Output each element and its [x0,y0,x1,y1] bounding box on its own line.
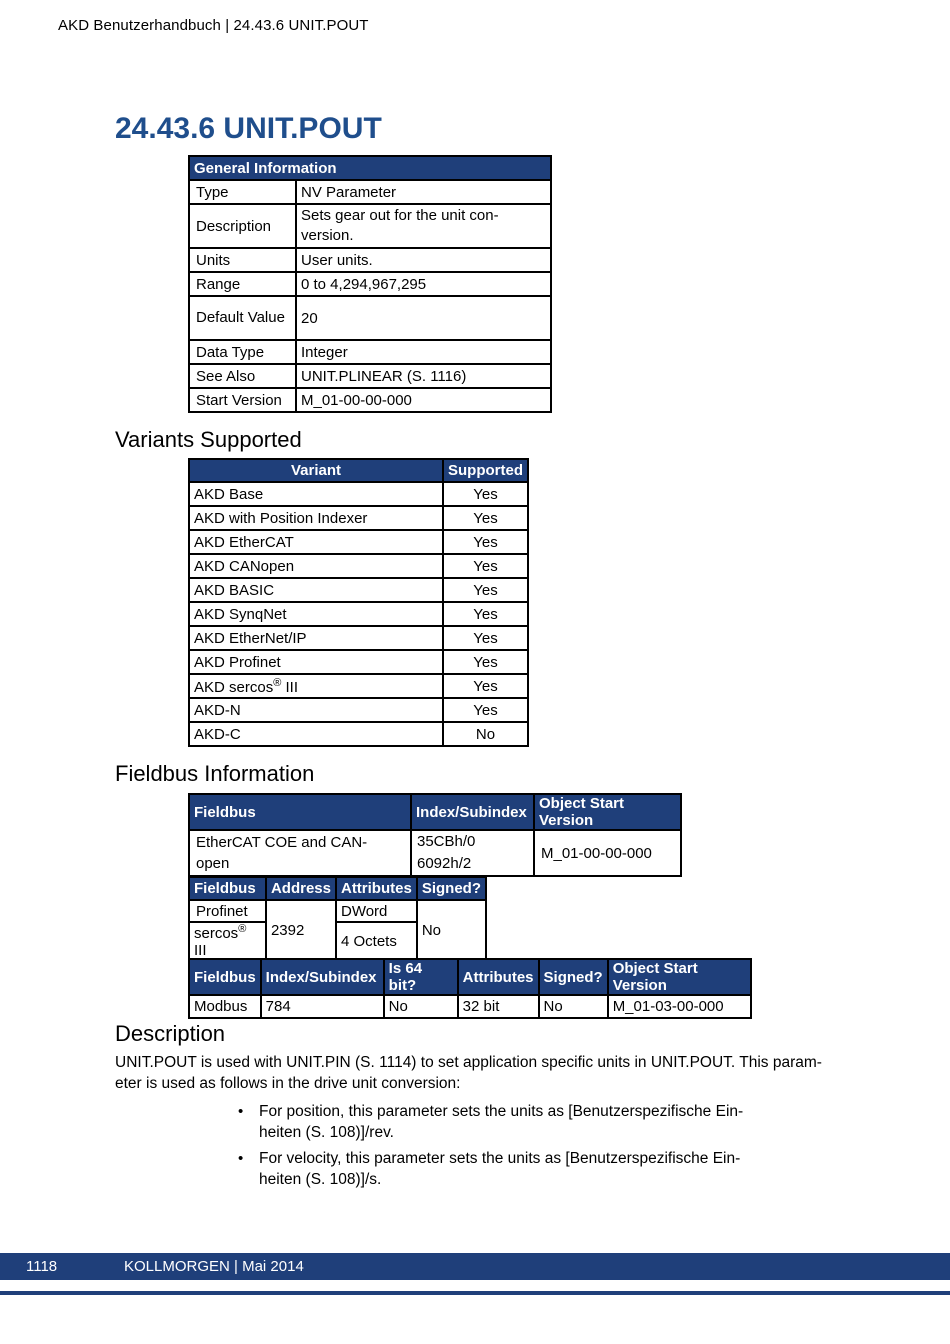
variant-name: AKD Profinet [189,650,443,674]
table-cell: Modbus [189,995,261,1018]
col-header: Is 64 bit? [384,959,458,995]
index-subindex [411,830,534,876]
row-label: Units [189,248,296,272]
running-header: AKD Benutzerhandbuch | 24.43.6 UNIT.POUT [58,17,369,34]
description-bullets [238,1101,758,1195]
variant-supported: Yes [443,506,528,530]
variant-supported: Yes [443,650,528,674]
variant-supported: Yes [443,578,528,602]
fieldbus-name-text: sercos [194,925,239,942]
registered-mark: ® [273,676,282,689]
table-cell: M_01-03-00-000 [608,995,751,1018]
col-header: Object Start Version [534,794,681,830]
fieldbus-table-ethercat [188,793,682,877]
variant-name-suffix: III [281,678,298,696]
signed-value: No [417,900,486,960]
col-header: Index/Subindex [411,794,534,830]
table-row [189,554,528,578]
general-info-header: General Information [189,156,551,180]
variant-supported: Yes [443,482,528,506]
bullet-icon: • [238,1103,244,1120]
table-row [189,602,528,626]
variants-heading: Variants Supported [115,427,302,452]
list-item [238,1148,758,1190]
variant-supported: Yes [443,530,528,554]
row-label: Type [189,180,296,204]
col-header: Object Start Version [608,959,751,995]
footer-text: KOLLMORGEN | Mai 2014 [124,1258,304,1275]
row-label: Start Version [189,388,296,412]
row-label: Default Value [189,296,296,340]
page-number: 1118 [26,1258,58,1275]
table-row [189,578,528,602]
variant-supported: Yes [443,674,528,698]
fieldbus-name: Profinet [189,900,266,922]
table-row [189,626,528,650]
row-value: NV Parameter [296,180,551,204]
page-title: 24.43.6 UNIT.POUT [115,112,382,145]
variant-name: AKD with Position Indexer [189,506,443,530]
variant-name: AKD EtherCAT [189,530,443,554]
fieldbus-table-modbus [188,958,752,1019]
row-label: Range [189,272,296,296]
registered-mark: ® [238,923,247,935]
description-text: UNIT.POUT is used with UNIT.PIN (S. 1114) to set application specific units in UNIT.POUT. This param-eter is used as follows in the drive unit conversion: [115,1054,822,1092]
row-value: User units. [296,248,551,272]
table-cell: 784 [261,995,384,1018]
variant-name: AKD CANopen [189,554,443,578]
table-cell: 32 bit [458,995,539,1018]
col-header: Fieldbus [189,877,266,900]
variant-supported: No [443,722,528,746]
variant-name: AKD Base [189,482,443,506]
object-start-version: M_01-00-00-000 [534,830,681,876]
table-row [189,482,528,506]
variant-name-text: AKD sercos [194,678,274,696]
col-header: Fieldbus [189,959,261,995]
variant-name: AKD-N [189,698,443,722]
address-value: 2392 [266,900,336,960]
description-heading: Description [115,1021,226,1046]
fieldbus-heading: Fieldbus Information [115,761,315,786]
list-item [238,1101,758,1143]
table-row [189,722,528,746]
col-header: Attributes [336,877,417,900]
supported-column-header: Supported [443,459,528,482]
table-row [189,674,528,698]
table-cell: No [384,995,458,1018]
bullet-icon: • [238,1150,244,1167]
variants-table [188,458,529,747]
table-row [189,506,528,530]
col-header: Attributes [458,959,539,995]
table-row [189,650,528,674]
variant-name [189,674,443,698]
fieldbus-name: EtherCAT COE and CAN-open [189,830,411,876]
row-value: Sets gear out for the unit con-version. [296,204,551,248]
variant-name: AKD SynqNet [189,602,443,626]
row-value: 20 [296,296,551,340]
list-item-text: For position, this parameter sets the units as [Benutzerspezifische Ein-heiten (S. 108)]/rev. [259,1103,744,1141]
table-row [189,698,528,722]
row-value: Integer [296,340,551,364]
table-cell: No [539,995,608,1018]
row-label: See Also [189,364,296,388]
footer-divider [0,1291,950,1295]
variant-supported: Yes [443,626,528,650]
variant-column-header: Variant [189,459,443,482]
table-row [189,530,528,554]
attribute-value: 4 Octets [336,922,417,960]
general-info-table [188,155,552,413]
index-value: 35CBh/0 [417,833,476,850]
index-value: 6092h/2 [417,855,472,872]
see-also-link[interactable]: UNIT.PLINEAR (S. 1116) [296,364,551,388]
variant-supported: Yes [443,554,528,578]
col-header: Address [266,877,336,900]
variant-supported: Yes [443,602,528,626]
variant-name: AKD-C [189,722,443,746]
fieldbus-name [189,922,266,960]
list-item-text: For velocity, this parameter sets the units as [Benutzerspezifische Ein-heiten (S. 108)]/s. [259,1150,741,1188]
col-header: Signed? [417,877,486,900]
variant-supported: Yes [443,698,528,722]
col-header: Index/Subindex [261,959,384,995]
attribute-value: DWord [336,900,417,922]
row-label: Data Type [189,340,296,364]
variant-name: AKD BASIC [189,578,443,602]
col-header: Signed? [539,959,608,995]
col-header: Fieldbus [189,794,411,830]
row-value: 0 to 4,294,967,295 [296,272,551,296]
fieldbus-name-suffix: III [194,942,207,959]
row-label: Description [189,204,296,248]
footer-bar [0,1253,950,1280]
table-row [189,995,751,1018]
fieldbus-table-profinet [188,876,487,961]
variant-name: AKD EtherNet/IP [189,626,443,650]
row-value: M_01-00-00-000 [296,388,551,412]
